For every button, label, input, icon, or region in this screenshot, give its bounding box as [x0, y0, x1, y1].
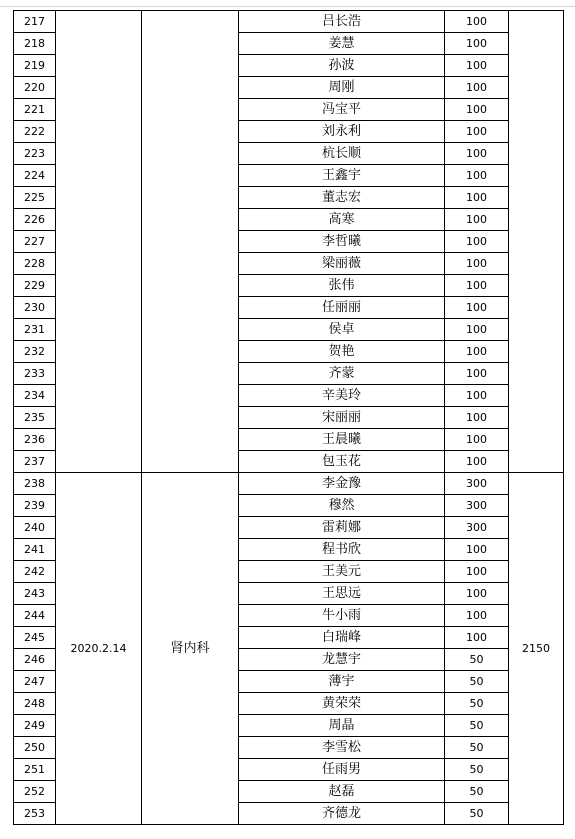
name-cell: 张伟	[239, 275, 445, 297]
row-number-cell: 233	[14, 363, 56, 385]
row-number-cell: 253	[14, 803, 56, 825]
name-cell: 梁丽薇	[239, 253, 445, 275]
name-cell: 宋丽丽	[239, 407, 445, 429]
row-number-cell: 232	[14, 341, 56, 363]
amount-cell: 300	[445, 495, 509, 517]
row-number-cell: 226	[14, 209, 56, 231]
name-cell: 贺艳	[239, 341, 445, 363]
table-row	[14, 473, 564, 495]
row-number-cell: 225	[14, 187, 56, 209]
name-cell: 姜慧	[239, 33, 445, 55]
row-number-cell: 234	[14, 385, 56, 407]
amount-cell: 50	[445, 649, 509, 671]
amount-cell: 100	[445, 319, 509, 341]
row-number-cell: 235	[14, 407, 56, 429]
amount-cell: 100	[445, 297, 509, 319]
name-cell: 辛美玲	[239, 385, 445, 407]
name-cell: 王鑫宇	[239, 165, 445, 187]
name-cell: 龙慧宇	[239, 649, 445, 671]
amount-cell: 100	[445, 121, 509, 143]
amount-cell: 100	[445, 143, 509, 165]
amount-cell: 50	[445, 781, 509, 803]
amount-cell: 300	[445, 517, 509, 539]
name-cell: 黄荣荣	[239, 693, 445, 715]
name-cell: 高寒	[239, 209, 445, 231]
name-cell: 王思远	[239, 583, 445, 605]
name-cell: 赵磊	[239, 781, 445, 803]
row-number-cell: 230	[14, 297, 56, 319]
date-cell: 2020.2.14	[56, 473, 142, 825]
row-number-cell: 221	[14, 99, 56, 121]
row-number-cell: 239	[14, 495, 56, 517]
name-cell: 任雨男	[239, 759, 445, 781]
amount-cell: 100	[445, 583, 509, 605]
amount-cell: 100	[445, 187, 509, 209]
row-number-cell: 229	[14, 275, 56, 297]
total-cell	[509, 11, 564, 473]
amount-cell: 100	[445, 99, 509, 121]
amount-cell: 100	[445, 407, 509, 429]
name-cell: 白瑞峰	[239, 627, 445, 649]
name-cell: 周刚	[239, 77, 445, 99]
name-cell: 董志宏	[239, 187, 445, 209]
row-number-cell: 242	[14, 561, 56, 583]
row-number-cell: 248	[14, 693, 56, 715]
row-number-cell: 217	[14, 11, 56, 33]
amount-cell: 50	[445, 803, 509, 825]
amount-cell: 100	[445, 341, 509, 363]
amount-cell: 100	[445, 55, 509, 77]
row-number-cell: 247	[14, 671, 56, 693]
amount-cell: 100	[445, 209, 509, 231]
row-number-cell: 224	[14, 165, 56, 187]
amount-cell: 100	[445, 165, 509, 187]
amount-cell: 100	[445, 429, 509, 451]
top-border-line	[0, 6, 575, 7]
name-cell: 李雪松	[239, 737, 445, 759]
name-cell: 王美元	[239, 561, 445, 583]
total-cell: 2150	[509, 473, 564, 825]
table-row	[14, 11, 564, 33]
amount-cell: 300	[445, 473, 509, 495]
amount-cell: 100	[445, 77, 509, 99]
row-number-cell: 238	[14, 473, 56, 495]
department-cell	[142, 11, 239, 473]
amount-cell: 50	[445, 693, 509, 715]
row-number-cell: 228	[14, 253, 56, 275]
row-number-cell: 219	[14, 55, 56, 77]
amount-cell: 100	[445, 539, 509, 561]
row-number-cell: 223	[14, 143, 56, 165]
name-cell: 穆然	[239, 495, 445, 517]
row-number-cell: 220	[14, 77, 56, 99]
row-number-cell: 241	[14, 539, 56, 561]
amount-cell: 50	[445, 671, 509, 693]
amount-cell: 100	[445, 33, 509, 55]
row-number-cell: 240	[14, 517, 56, 539]
amount-cell: 100	[445, 385, 509, 407]
amount-cell: 100	[445, 275, 509, 297]
amount-cell: 100	[445, 363, 509, 385]
name-cell: 齐蒙	[239, 363, 445, 385]
name-cell: 冯宝平	[239, 99, 445, 121]
name-cell: 孙波	[239, 55, 445, 77]
amount-cell: 50	[445, 715, 509, 737]
amount-cell: 100	[445, 561, 509, 583]
row-number-cell: 236	[14, 429, 56, 451]
row-number-cell: 243	[14, 583, 56, 605]
row-number-cell: 249	[14, 715, 56, 737]
row-number-cell: 237	[14, 451, 56, 473]
amount-cell: 100	[445, 253, 509, 275]
name-cell: 齐德龙	[239, 803, 445, 825]
name-cell: 包玉花	[239, 451, 445, 473]
row-number-cell: 245	[14, 627, 56, 649]
row-number-cell: 231	[14, 319, 56, 341]
name-cell: 雷莉娜	[239, 517, 445, 539]
amount-cell: 100	[445, 605, 509, 627]
name-cell: 刘永利	[239, 121, 445, 143]
row-number-cell: 246	[14, 649, 56, 671]
name-cell: 侯卓	[239, 319, 445, 341]
name-cell: 程书欣	[239, 539, 445, 561]
name-cell: 王晨曦	[239, 429, 445, 451]
name-cell: 薄宇	[239, 671, 445, 693]
amount-cell: 100	[445, 627, 509, 649]
name-cell: 牛小雨	[239, 605, 445, 627]
name-cell: 杭长顺	[239, 143, 445, 165]
row-number-cell: 222	[14, 121, 56, 143]
row-number-cell: 244	[14, 605, 56, 627]
department-cell: 肾内科	[142, 473, 239, 825]
amount-cell: 50	[445, 759, 509, 781]
amount-cell: 50	[445, 737, 509, 759]
name-cell: 李金豫	[239, 473, 445, 495]
row-number-cell: 252	[14, 781, 56, 803]
amount-cell: 100	[445, 11, 509, 33]
table-body	[14, 11, 564, 825]
name-cell: 任丽丽	[239, 297, 445, 319]
date-cell	[56, 11, 142, 473]
name-cell: 周晶	[239, 715, 445, 737]
donation-table	[13, 10, 564, 825]
amount-cell: 100	[445, 451, 509, 473]
name-cell: 吕长浩	[239, 11, 445, 33]
row-number-cell: 251	[14, 759, 56, 781]
row-number-cell: 227	[14, 231, 56, 253]
amount-cell: 100	[445, 231, 509, 253]
row-number-cell: 218	[14, 33, 56, 55]
row-number-cell: 250	[14, 737, 56, 759]
name-cell: 李哲曦	[239, 231, 445, 253]
